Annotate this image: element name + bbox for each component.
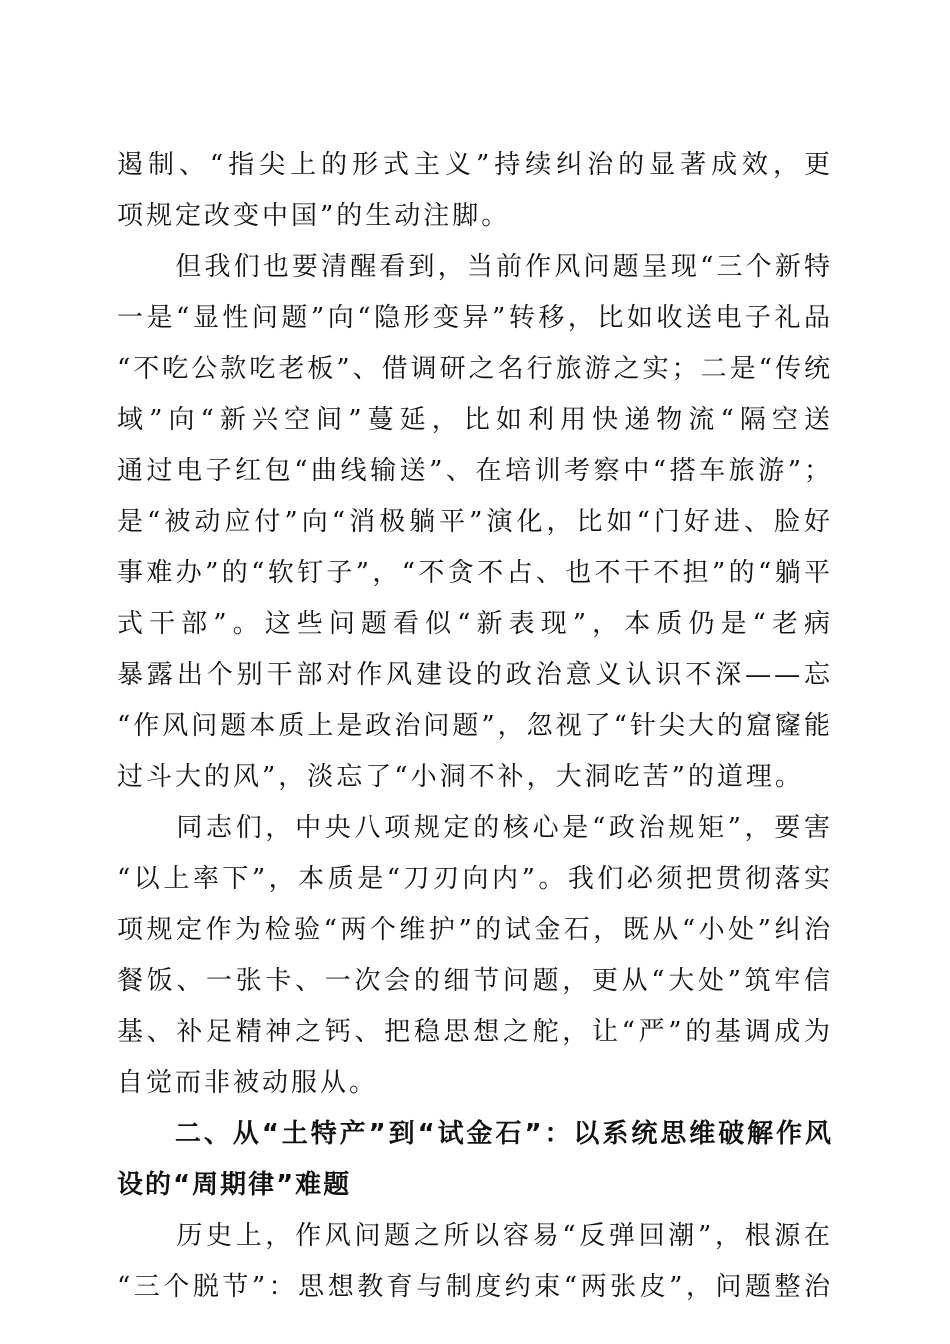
text-line: 同志们，中央八项规定的核心是“政治规矩”，要害 [176, 813, 833, 843]
document-body [117, 140, 833, 1313]
text-line: 自觉而非被动服从。 [117, 1068, 379, 1098]
text-line: 餐饭、一张卡、一次会的细节问题，更从“大处”筑牢信 [117, 966, 833, 996]
text-line: 一是“显性问题”向“隐形变异”转移，比如收送电子礼品 [117, 303, 833, 333]
text-line: 但我们也要清醒看到，当前作风问题呈现“三个新特 [175, 252, 833, 282]
text-line: 基、补足精神之钙、把稳思想之舵，让“严”的基调成为 [117, 1017, 833, 1047]
text-line: 是“被动应付”向“消极躺平”演化，比如“门好进、脸好 [117, 507, 833, 537]
section-heading: 设的“周期律”难题 [117, 1170, 352, 1200]
text-line: 暴露出个别干部对作风建设的政治意义认识不深——忘 [117, 660, 833, 690]
text-line: 式干部”。这些问题看似“新表现”，本质仍是“老病 [117, 609, 833, 639]
section-heading: 二、从“土特产”到“试金石”：以系统思维破解作风 [174, 1119, 833, 1149]
text-line: 事难办”的“软钉子”，“不贪不占、也不干不担”的“躺平 [117, 558, 833, 588]
text-line: “以上率下”，本质是“刀刃向内”。我们必须把贯彻落实 [117, 864, 833, 894]
text-line: 过斗大的风”，淡忘了“小洞不补，大洞吃苦”的道理。 [117, 762, 804, 792]
text-line: 遏制、“指尖上的形式主义”持续纠治的显著成效，更 [117, 150, 833, 180]
text-line: 历史上，作风问题之所以容易“反弹回潮”，根源在 [176, 1221, 833, 1251]
text-line: “作风问题本质上是政治问题”，忽视了“针尖大的窟窿能 [117, 711, 833, 741]
text-line: 项规定改变中国”的生动注脚。 [117, 201, 511, 231]
text-line: 通过电子红包“曲线输送”、在培训考察中“搭车旅游”； [117, 456, 833, 486]
text-line: 域”向“新兴空间”蔓延，比如利用快递物流“隔空送 [117, 405, 833, 435]
text-line: “三个脱节”：思想教育与制度约束“两张皮”，问题整治 [117, 1272, 833, 1302]
text-line: 项规定作为检验“两个维护”的试金石，既从“小处”纠治 [117, 915, 833, 945]
text-line: “不吃公款吃老板”、借调研之名行旅游之实；二是“传统 [117, 354, 833, 384]
